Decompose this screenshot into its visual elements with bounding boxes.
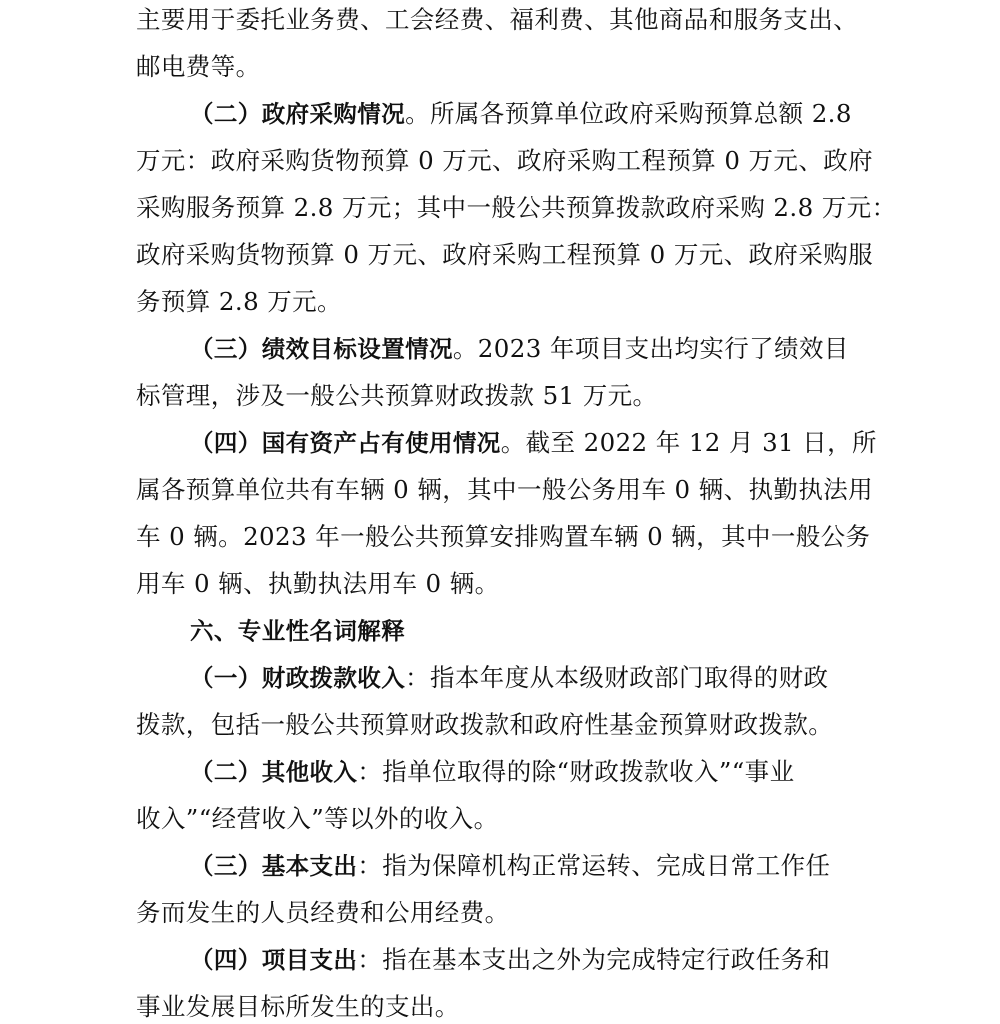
line-text: 务预算 2.8 万元。 (136, 287, 342, 316)
line-text: ：指为保障机构正常运转、完成日常工作任 (357, 851, 831, 880)
section-title: 六、专业性名词解释 (190, 617, 406, 645)
term-other-income (190, 755, 795, 789)
term-heading: （二）其他收入 (190, 758, 358, 786)
line-text: 万元：政府采购货物预算 0 万元、政府采购工程预算 0 万元、政府 (136, 146, 874, 175)
line-text: 。所属各预算单位政府采购预算总额 2.8 (405, 99, 852, 128)
section-title-terms (190, 614, 405, 648)
section-heading: （三）绩效目标设置情况 (190, 335, 453, 363)
line-text: 主要用于委托业务费、工会经费、福利费、其他商品和服务支出、 (136, 5, 859, 34)
line-text: 收入”“经营收入”等以外的收入。 (136, 804, 499, 833)
term-heading: （一）财政拨款收入 (190, 664, 406, 692)
term-heading: （四）项目支出 (190, 946, 358, 974)
text-line (136, 990, 460, 1024)
text-line (136, 379, 657, 413)
text-line (136, 238, 873, 272)
paragraph-government-procurement (190, 97, 852, 131)
term-basic-expenditure (190, 849, 830, 883)
line-text: 标管理，涉及一般公共预算财政拨款 51 万元。 (136, 381, 658, 410)
text-line (136, 567, 500, 601)
line-text: 车 0 辆。2023 年一般公共预算安排购置车辆 0 辆，其中一般公务 (136, 522, 871, 551)
paragraph-performance-targets (190, 332, 849, 366)
line-text: 。2023 年项目支出均实行了绩效目 (452, 334, 849, 363)
line-text: 拨款，包括一般公共预算财政拨款和政府性基金预算财政拨款。 (136, 710, 834, 739)
line-text: 属各预算单位共有车辆 0 辆，其中一般公务用车 0 辆、执勤执法用 (136, 475, 874, 504)
text-line (136, 285, 342, 319)
term-project-expenditure (190, 943, 830, 977)
paragraph-state-assets (190, 426, 877, 460)
text-line (136, 520, 870, 554)
text-line (136, 50, 261, 84)
line-text: 。截至 2022 年 12 月 31 日，所 (500, 428, 877, 457)
text-line (136, 3, 858, 37)
section-heading: （二）政府采购情况 (190, 100, 406, 128)
text-line (136, 708, 833, 742)
line-text: 政府采购货物预算 0 万元、政府采购工程预算 0 万元、政府采购服 (136, 240, 874, 269)
line-text: 邮电费等。 (136, 52, 261, 81)
line-text: ：指在基本支出之外为完成特定行政任务和 (357, 945, 831, 974)
line-text: 采购服务预算 2.8 万元；其中一般公共预算拨款政府采购 2.8 万元： (136, 193, 897, 222)
line-text: ：指本年度从本级财政部门取得的财政 (405, 663, 829, 692)
term-heading: （三）基本支出 (190, 852, 358, 880)
line-text: 事业发展目标所发生的支出。 (136, 992, 460, 1021)
line-text: 务而发生的人员经费和公用经费。 (136, 898, 510, 927)
text-line (136, 896, 510, 930)
text-line (136, 191, 896, 225)
line-text: ：指单位取得的除“财政拨款收入”“事业 (357, 757, 795, 786)
text-line (136, 144, 873, 178)
section-heading: （四）国有资产占有使用情况 (190, 429, 501, 457)
text-line (136, 802, 498, 836)
term-fiscal-appropriation-income (190, 661, 828, 695)
text-line (136, 473, 873, 507)
line-text: 用车 0 辆、执勤执法用车 0 辆。 (136, 569, 500, 598)
